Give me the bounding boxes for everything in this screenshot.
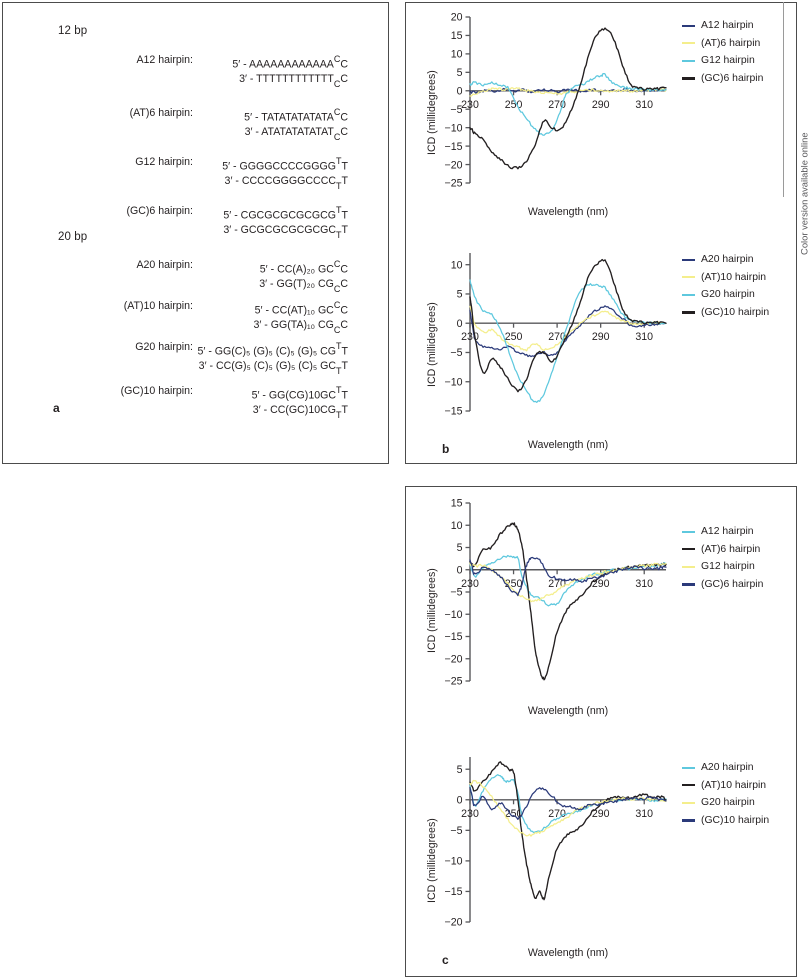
legend-color-swatch <box>682 77 695 79</box>
strand-5prime-text: 5′ - CC(A)₂₀ GC <box>259 263 334 276</box>
legend-item[interactable] <box>682 269 769 287</box>
x-axis-title: Wavelength (nm) <box>527 705 609 717</box>
y-axis-tick-label: 10 <box>450 48 463 61</box>
sequence-strands <box>252 384 348 420</box>
y-axis-tick-label: 15 <box>450 497 463 510</box>
sequence-3prime-strand <box>222 174 348 191</box>
legend-item[interactable] <box>682 812 769 830</box>
y-axis-tick-label: 15 <box>450 30 463 43</box>
y-axis-tick-label: 0 <box>456 794 463 807</box>
loop-base-upper: T <box>336 156 342 166</box>
sequence-strands <box>223 204 348 240</box>
loop-base-upper: C <box>333 107 341 117</box>
legend-label: G20 hairpin <box>701 289 755 301</box>
legend-item[interactable] <box>682 576 763 594</box>
sequence-label: G12 hairpin: <box>135 156 193 168</box>
loop-base-end: C <box>340 318 348 331</box>
strand-5prime-text: 5′ - GGGGCCCCGGGG <box>222 160 337 173</box>
y-axis-tick-label: 0 <box>456 85 463 98</box>
loop-base-upper: T <box>336 341 342 351</box>
sequence-strands <box>232 53 348 89</box>
loop-base-lower: T <box>336 229 342 240</box>
sequence-strands <box>259 258 348 294</box>
panel-a-sequences <box>3 3 390 465</box>
x-axis-tick-label: 230 <box>461 577 479 590</box>
legend-item[interactable] <box>682 251 769 269</box>
legend-label: G12 hairpin <box>701 561 755 573</box>
y-axis-tick-label: −25 <box>444 675 463 688</box>
sequence-3prime-strand <box>253 318 348 335</box>
sequence-label: (GC)10 hairpin: <box>120 385 193 397</box>
legend-item[interactable] <box>682 523 763 541</box>
group-heading-12bp: 12 bp <box>58 25 88 37</box>
y-axis-tick-label: 5 <box>456 763 463 776</box>
x-axis-tick-label: 250 <box>504 98 523 111</box>
legend-item[interactable] <box>682 558 763 576</box>
x-axis-tick-label: 270 <box>548 98 566 111</box>
sequence-5prime-strand <box>253 299 348 318</box>
x-axis-tick-label: 250 <box>504 577 523 590</box>
x-axis-tick-label: 230 <box>461 331 479 344</box>
legend-color-swatch <box>682 42 695 44</box>
x-axis-tick-label: 250 <box>504 331 523 344</box>
legend-color-swatch <box>682 802 695 804</box>
loop-base-mid: T <box>341 345 348 358</box>
loop-base-upper: T <box>336 205 342 215</box>
chart-b-bottom <box>406 235 798 465</box>
legend-label: A20 hairpin <box>701 254 754 265</box>
strand-3prime-text: 3′ - ATATATATATAT <box>244 125 334 138</box>
legend-label: (GC)10 hairpin <box>701 814 770 826</box>
series-line <box>470 762 666 900</box>
y-axis-tick-label: −5 <box>450 347 463 360</box>
legend-label: (AT)10 hairpin <box>701 271 767 283</box>
legend-color-swatch <box>682 784 695 786</box>
legend-item[interactable] <box>682 759 769 777</box>
sequence-label: (GC)6 hairpin: <box>126 205 193 217</box>
legend-item[interactable] <box>682 541 763 559</box>
loop-base-lower: C <box>333 283 341 294</box>
strand-3prime-text: 3′ - GCGCGCGCGCGC <box>223 223 337 236</box>
legend-item[interactable] <box>682 304 769 322</box>
sequence-5prime-strand <box>222 155 348 174</box>
series-line <box>470 523 666 680</box>
sequence-5prime-strand <box>198 340 349 359</box>
legend-label: (AT)6 hairpin <box>701 543 761 555</box>
sequence-5prime-strand <box>223 204 348 223</box>
loop-base-upper: T <box>336 385 342 395</box>
strand-5prime-text: 5′ - AAAAAAAAAAAA <box>232 58 334 71</box>
legend-color-swatch <box>682 294 695 296</box>
sequence-3prime-strand <box>244 125 348 142</box>
loop-base-end: T <box>341 359 348 372</box>
x-axis-tick-label: 230 <box>461 807 479 820</box>
y-axis-tick-label: −15 <box>444 886 463 899</box>
legend-label: (GC)6 hairpin <box>701 578 764 590</box>
legend-label: G12 hairpin <box>701 55 755 67</box>
loop-base-lower: T <box>336 365 342 376</box>
strand-5prime-text: 5′ - TATATATATATA <box>244 111 334 124</box>
chart-legend <box>682 759 769 829</box>
y-axis-tick-label: 10 <box>450 259 463 272</box>
x-axis-tick-label: 310 <box>635 98 654 111</box>
strand-3prime-text: 3′ - CCCCGGGGCCCC <box>224 174 337 187</box>
chart-legend <box>682 17 763 87</box>
loop-base-lower: T <box>336 409 342 420</box>
legend-label: G20 hairpin <box>701 797 755 809</box>
y-axis-tick-label: −5 <box>450 586 463 599</box>
y-axis-tick-label: 5 <box>456 542 463 555</box>
chart-b-top <box>406 3 798 235</box>
x-axis-tick-label: 290 <box>591 577 610 590</box>
sequence-5prime-strand <box>244 106 348 125</box>
y-axis-tick-label: −10 <box>444 608 463 621</box>
color-version-note: Color version available online <box>798 132 809 255</box>
sequence-5prime-strand <box>259 258 348 277</box>
panel-letter-c: c <box>442 953 449 967</box>
x-axis-title: Wavelength (nm) <box>527 439 609 451</box>
legend-item[interactable] <box>682 70 763 88</box>
x-axis-tick-label: 270 <box>548 577 566 590</box>
legend-color-swatch <box>682 259 695 261</box>
loop-base-end: C <box>340 277 348 290</box>
y-axis-title: ICD (millidegrees) <box>426 568 438 653</box>
group-heading-20bp: 20 bp <box>58 231 88 243</box>
legend-item[interactable] <box>682 17 763 35</box>
sequence-3prime-strand <box>232 72 348 89</box>
loop-base-mid: C <box>340 58 348 71</box>
sequence-strands <box>198 340 349 376</box>
x-axis-tick-label: 310 <box>635 331 654 344</box>
panel-letter-b: b <box>442 442 450 456</box>
y-axis-tick-label: 10 <box>450 519 463 532</box>
panel-b-frame <box>405 2 797 464</box>
sequence-3prime-strand <box>259 277 348 294</box>
sequence-label: A20 hairpin: <box>136 259 193 271</box>
y-axis-title: ICD (millidegrees) <box>426 818 438 903</box>
chart-legend <box>682 523 763 593</box>
series-line <box>470 557 666 595</box>
loop-base-end: T <box>341 403 348 416</box>
y-axis-tick-label: −5 <box>450 103 463 116</box>
loop-base-mid: C <box>340 111 348 124</box>
legend-color-swatch <box>682 767 695 769</box>
loop-base-lower: C <box>333 131 341 142</box>
loop-base-mid: C <box>340 304 348 317</box>
y-axis-tick-label: −10 <box>444 376 463 389</box>
legend-item[interactable] <box>682 794 769 812</box>
loop-base-end: C <box>340 72 348 85</box>
panel-letter-a: a <box>53 401 60 415</box>
loop-base-mid: C <box>340 263 348 276</box>
legend-label: (GC)10 hairpin <box>701 306 770 318</box>
chart-c-top <box>406 487 798 735</box>
sequence-3prime-strand <box>252 403 348 420</box>
loop-base-mid: T <box>341 389 348 402</box>
legend-label: A20 hairpin <box>701 762 754 773</box>
loop-base-lower: C <box>333 324 341 335</box>
chart-c-bottom <box>406 735 798 978</box>
legend-color-swatch <box>682 276 695 278</box>
loop-base-mid: T <box>341 160 348 173</box>
legend-label: (GC)6 hairpin <box>701 72 764 84</box>
strand-3prime-text: 3′ - GG(TA)₁₀ CG <box>253 318 334 331</box>
loop-base-mid: T <box>341 209 348 222</box>
legend-label: (AT)6 hairpin <box>701 37 761 49</box>
y-axis-tick-label: −25 <box>444 177 463 190</box>
x-axis-tick-label: 250 <box>504 807 523 820</box>
y-axis-tick-label: 0 <box>456 564 463 577</box>
legend-color-swatch <box>682 819 695 821</box>
legend-label: A12 hairpin <box>701 20 754 31</box>
sequence-label: G20 hairpin: <box>135 341 193 353</box>
x-axis-tick-label: 270 <box>548 807 566 820</box>
y-axis-tick-label: −20 <box>444 916 463 929</box>
y-axis-tick-label: −5 <box>450 825 463 838</box>
strand-5prime-text: 5′ - GG(CG)10GC <box>251 389 337 402</box>
y-axis-title: ICD (millidegrees) <box>426 70 438 155</box>
y-axis-tick-label: 20 <box>450 11 463 24</box>
x-axis-tick-label: 230 <box>461 98 479 111</box>
legend-item[interactable] <box>682 52 763 70</box>
strand-5prime-text: 5′ - CC(AT)₁₀ GC <box>254 304 334 317</box>
legend-item[interactable] <box>682 35 763 53</box>
x-axis-tick-label: 290 <box>591 98 610 111</box>
panel-a-frame <box>2 2 389 464</box>
legend-color-swatch <box>682 311 695 313</box>
x-axis-tick-label: 270 <box>548 331 566 344</box>
sequence-label: A12 hairpin: <box>136 54 193 66</box>
loop-base-upper: C <box>333 54 341 64</box>
y-axis-tick-label: −20 <box>444 159 463 172</box>
legend-color-swatch <box>682 60 695 62</box>
loop-base-end: T <box>341 174 348 187</box>
y-axis-tick-label: −15 <box>444 405 463 418</box>
x-axis-title: Wavelength (nm) <box>527 206 609 218</box>
legend-color-swatch <box>682 548 695 550</box>
y-axis-tick-label: −20 <box>444 653 463 666</box>
side-note-rule <box>783 2 784 197</box>
legend-item[interactable] <box>682 777 769 795</box>
sequence-strands <box>244 106 348 142</box>
strand-3prime-text: 3′ - CC(GC)10CG <box>252 403 337 416</box>
loop-base-upper: C <box>333 300 341 310</box>
y-axis-tick-label: −10 <box>444 855 463 868</box>
sequence-5prime-strand <box>232 53 348 72</box>
strand-3prime-text: 3′ - CC(G)₅ (C)₅ (G)₅ (C)₅ GC <box>198 359 337 372</box>
sequence-strands <box>253 299 348 335</box>
x-axis-tick-label: 310 <box>635 577 654 590</box>
x-axis-title: Wavelength (nm) <box>527 947 609 959</box>
legend-label: A12 hairpin <box>701 526 754 537</box>
loop-base-end: C <box>340 125 348 138</box>
sequence-3prime-strand <box>223 223 348 240</box>
loop-base-lower: T <box>336 180 342 191</box>
y-axis-tick-label: −10 <box>444 122 463 135</box>
x-axis-tick-label: 290 <box>591 807 610 820</box>
y-axis-tick-label: 0 <box>456 317 463 330</box>
legend-item[interactable] <box>682 286 769 304</box>
chart-legend <box>682 251 769 321</box>
y-axis-title: ICD (millidegrees) <box>426 302 438 387</box>
legend-color-swatch <box>682 566 695 568</box>
sequence-5prime-strand <box>252 384 348 403</box>
loop-base-end: T <box>341 223 348 236</box>
strand-5prime-text: 5′ - CGCGCGCGCGCG <box>223 209 337 222</box>
panel-c-frame <box>405 486 797 977</box>
legend-color-swatch <box>682 583 695 585</box>
series-line <box>470 306 666 350</box>
y-axis-tick-label: 5 <box>456 288 463 301</box>
strand-3prime-text: 3′ - GG(T)₂₀ CG <box>259 277 334 290</box>
y-axis-tick-label: 5 <box>456 67 463 80</box>
sequence-label: (AT)6 hairpin: <box>129 107 193 119</box>
strand-3prime-text: 3′ - TTTTTTTTTTTT <box>239 72 334 85</box>
sequence-3prime-strand <box>198 359 349 376</box>
sequence-strands <box>222 155 348 191</box>
x-axis-tick-label: 290 <box>591 331 610 344</box>
loop-base-upper: C <box>333 259 341 269</box>
legend-color-swatch <box>682 25 695 27</box>
y-axis-tick-label: −15 <box>444 631 463 644</box>
y-axis-tick-label: −15 <box>444 140 463 153</box>
x-axis-tick-label: 310 <box>635 807 654 820</box>
legend-label: (AT)10 hairpin <box>701 779 767 791</box>
loop-base-lower: C <box>333 78 341 89</box>
sequence-label: (AT)10 hairpin: <box>123 300 193 312</box>
strand-5prime-text: 5′ - GG(C)₅ (G)₅ (C)₅ (G)₅ CG <box>197 345 337 358</box>
legend-color-swatch <box>682 531 695 533</box>
